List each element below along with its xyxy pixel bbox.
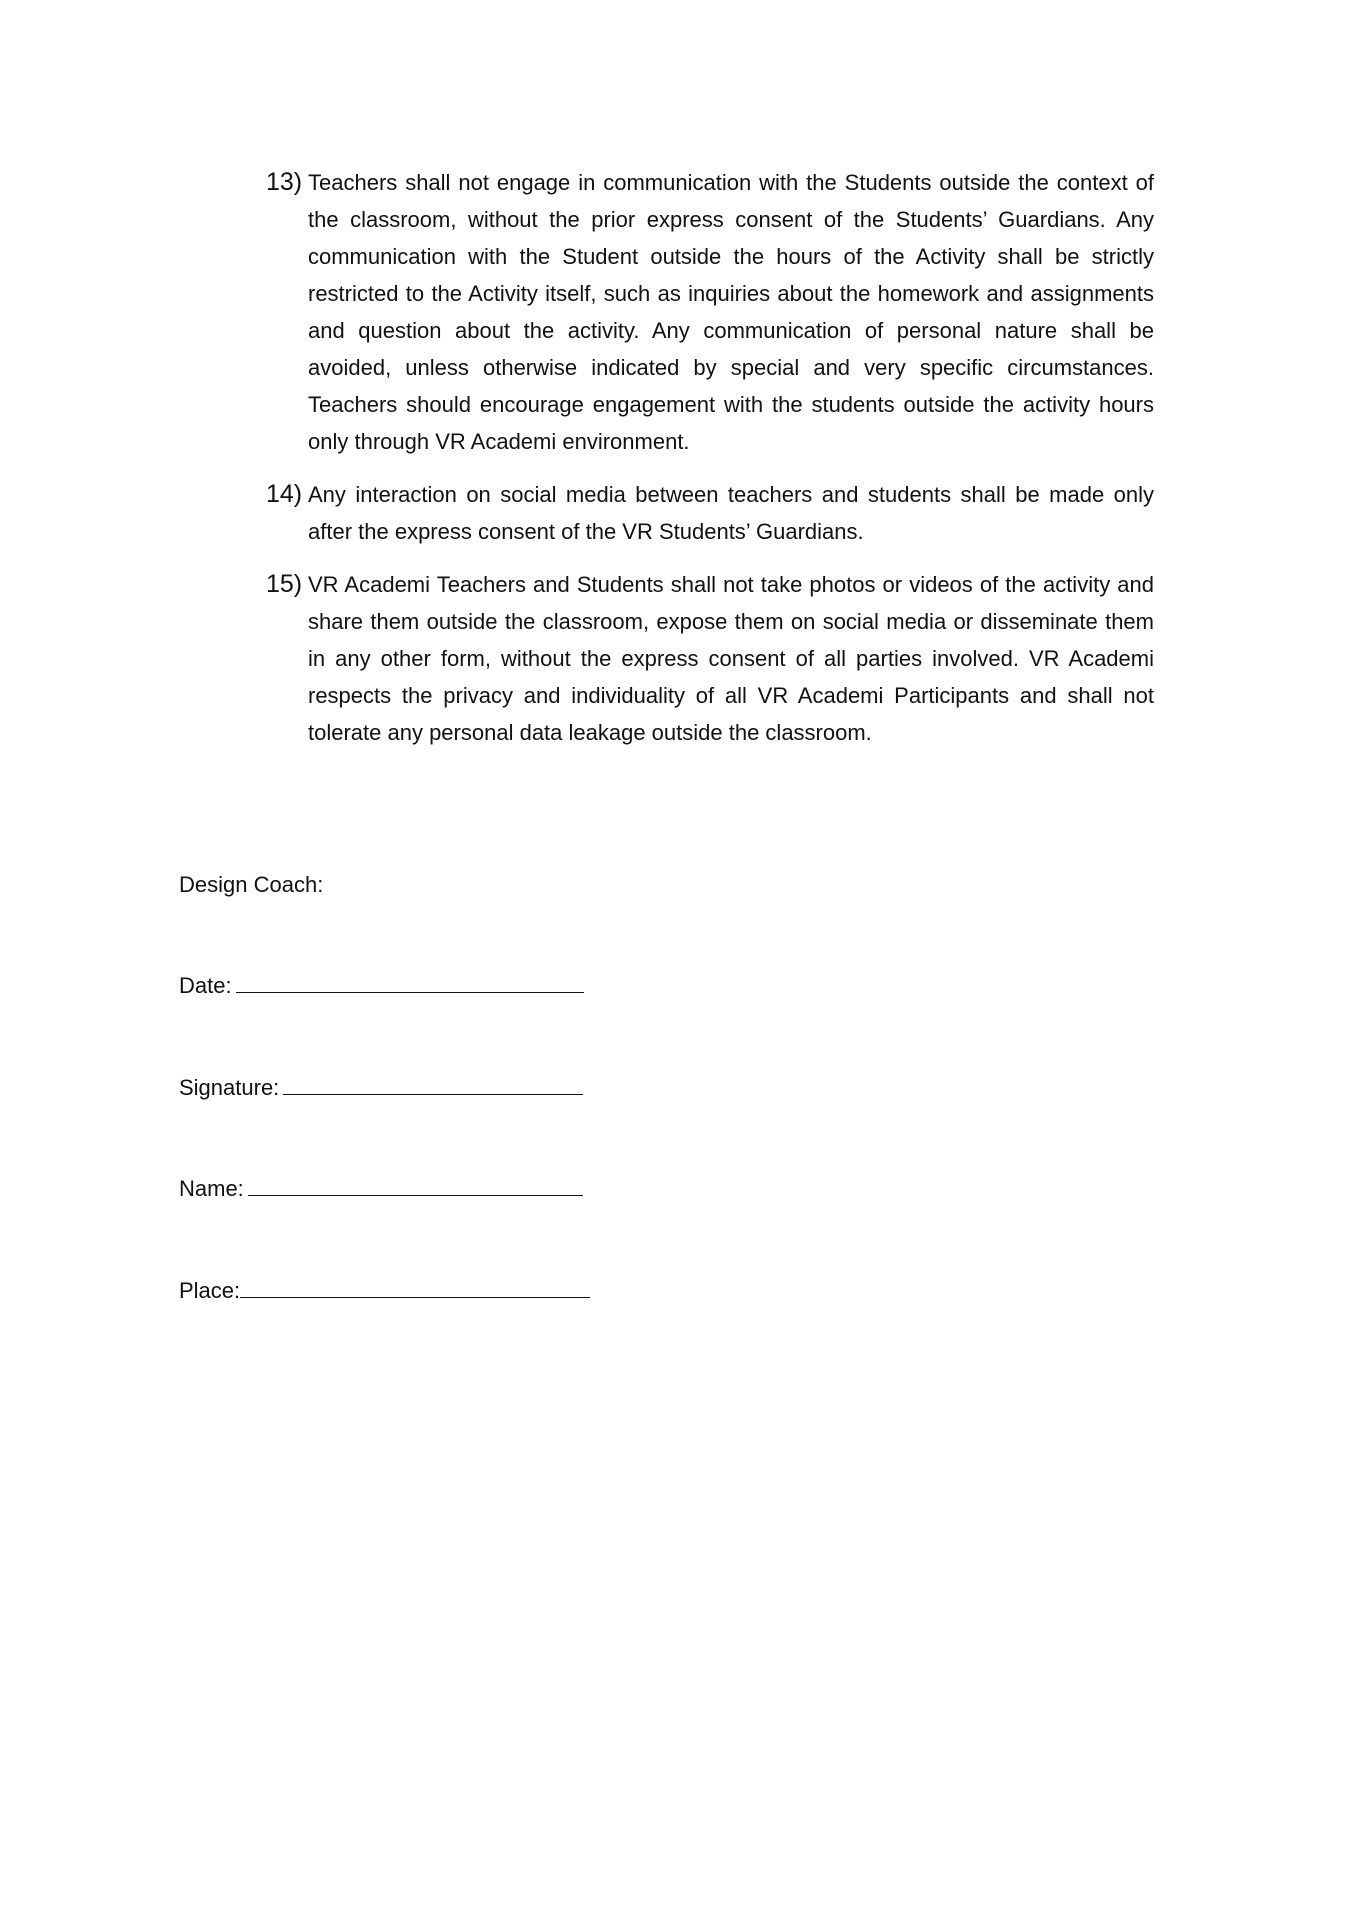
clause-14 [266,476,1154,550]
date-label: Date: [179,973,232,998]
signature-row [179,1069,583,1106]
signature-heading: Design Coach: [179,872,324,897]
name-row [179,1170,583,1207]
clause-text: Any interaction on social media between teachers and students shall be made only after the express consent of the VR Students’ Guardians. [308,482,1154,544]
name-field[interactable] [248,1171,583,1196]
clause-text: VR Academi Teachers and Students shall not take photos or videos of the activity and share them outside the classroom, expose them on social media or disseminate them in any other form, without the express consent of all parties involved. VR Academi respects the privacy and individuality of all VR Academi Participants and shall not tolerate any personal data leakage outside the classroom. [308,572,1154,745]
clause-number: 13) [266,168,303,196]
signature-block [179,866,699,1303]
clause-13 [266,164,1154,460]
signature-label: Signature: [179,1075,280,1100]
signature-field[interactable] [283,1070,583,1095]
clause-text: Teachers shall not engage in communication with the Students outside the context of the classroom, without the prior express consent of the Students’ Guardians. Any communication with the Student outside the hours of the Activity shall be strictly restricted to the Activity itself, such as inquiries about the homework and assignments and question about the activity. Any communication of personal nature shall be avoided, unless otherwise indicated by special and very specific circumstances. Teachers should encourage engagement with the students outside the activity hours only through VR Academi environment. [308,170,1154,454]
clause-number: 14) [266,480,303,508]
name-label: Name: [179,1176,244,1201]
date-field[interactable] [236,968,584,993]
clause-list [266,164,1154,767]
place-row [179,1272,590,1309]
date-row [179,967,584,1004]
place-label: Place: [179,1278,241,1303]
clause-number: 15) [266,570,303,598]
clause-15 [266,566,1154,751]
place-field[interactable] [240,1273,590,1298]
